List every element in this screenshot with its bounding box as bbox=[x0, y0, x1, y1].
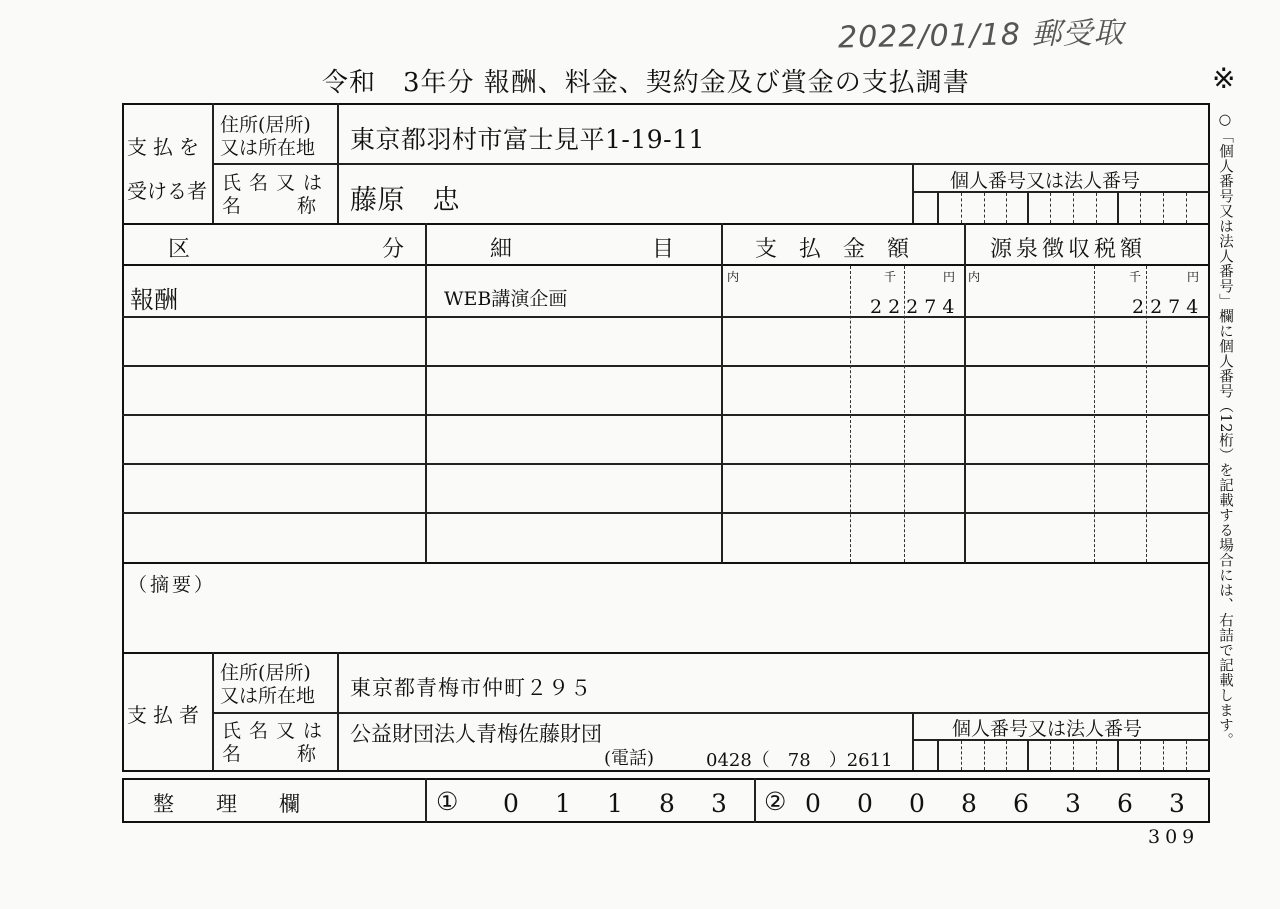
recipient-address: 東京都羽村市富士見平1-19-11 bbox=[350, 125, 705, 154]
reference-digit: 3 bbox=[1169, 789, 1185, 818]
form-number: 309 bbox=[1148, 826, 1200, 848]
summary-label: （摘要） bbox=[128, 574, 217, 596]
tax-inner-unit: 内 bbox=[968, 270, 981, 284]
reference-digit: 8 bbox=[961, 789, 977, 818]
reference-mark-1: ① bbox=[436, 787, 459, 816]
reference-digit: 0 bbox=[909, 789, 925, 818]
recipient-id-label: 個人番号又は法人番号 bbox=[950, 170, 1141, 192]
payer-name-label-2: 名 称 bbox=[222, 743, 323, 765]
recipient-address-label: 住所(居所) bbox=[220, 114, 311, 136]
column-category-header-2: 分 bbox=[382, 237, 405, 262]
payer-id-label: 個人番号又は法人番号 bbox=[952, 718, 1143, 740]
payer-section-label: 支払者 bbox=[127, 703, 205, 727]
recipient-name-label: 氏名又は bbox=[222, 172, 331, 194]
tax-thousand-unit: 千 bbox=[1129, 270, 1142, 284]
reference-mark-2: ② bbox=[764, 787, 787, 816]
side-instruction-note: ○「個人番号又は法人番号」欄に個人番号（12桁）を記載する場合には、右詰で記載します。 bbox=[1217, 112, 1233, 748]
reference-digit: 1 bbox=[607, 789, 623, 818]
row-amount-value: 22274 bbox=[870, 296, 961, 318]
column-category-header: 区 bbox=[168, 237, 191, 262]
row-tax-value: 2274 bbox=[1132, 296, 1205, 318]
reference-digit: 8 bbox=[659, 789, 675, 818]
payer-address-label: 住所(居所) bbox=[220, 662, 311, 684]
payer-address: 東京都青梅市仲町２９５ bbox=[350, 676, 592, 700]
payer-name-label: 氏名又は bbox=[222, 720, 331, 742]
recipient-address-label-2: 又は所在地 bbox=[220, 137, 316, 159]
kome-mark: ※ bbox=[1212, 62, 1236, 95]
reference-digit: 3 bbox=[711, 789, 727, 818]
reference-digit: 0 bbox=[857, 789, 873, 818]
column-tax-header: 源泉徴収税額 bbox=[990, 237, 1147, 262]
column-detail-header: 細 bbox=[490, 237, 513, 262]
document-title: 令和 3年分 報酬、料金、契約金及び賞金の支払調書 bbox=[322, 68, 970, 98]
recipient-name: 藤原 忠 bbox=[350, 185, 460, 216]
payer-phone-label: (電話) bbox=[604, 748, 655, 769]
amount-inner-unit: 内 bbox=[727, 270, 740, 284]
handwritten-received-note: 2022/01/18 郵受取 bbox=[837, 15, 1125, 56]
payer-phone: 0428（ 78 ）2611 bbox=[706, 750, 893, 771]
tax-yen-unit: 円 bbox=[1187, 270, 1200, 284]
payer-address-label-2: 又は所在地 bbox=[220, 685, 316, 707]
reference-digit: 0 bbox=[503, 789, 519, 818]
reference-digit: 0 bbox=[805, 789, 821, 818]
row-category-value: 報酬 bbox=[130, 286, 178, 314]
reference-digit: 6 bbox=[1013, 789, 1029, 818]
amount-thousand-unit: 千 bbox=[884, 270, 897, 284]
payer-name: 公益財団法人青梅佐藤財団 bbox=[350, 722, 602, 746]
recipient-name-label-2: 名 称 bbox=[222, 195, 323, 217]
row-detail-value: WEB講演企画 bbox=[444, 288, 568, 310]
recipient-section-label-2: 受ける者 bbox=[127, 179, 207, 203]
reference-digit: 6 bbox=[1117, 789, 1133, 818]
column-detail-header-2: 目 bbox=[652, 237, 675, 262]
amount-yen-unit: 円 bbox=[943, 270, 956, 284]
reference-label: 整 理 欄 bbox=[153, 792, 300, 816]
reference-digit: 3 bbox=[1065, 789, 1081, 818]
recipient-section-label: 支払を bbox=[127, 135, 205, 159]
reference-digit: 1 bbox=[555, 789, 571, 818]
column-amount-header: 支 払 金 額 bbox=[755, 237, 910, 262]
